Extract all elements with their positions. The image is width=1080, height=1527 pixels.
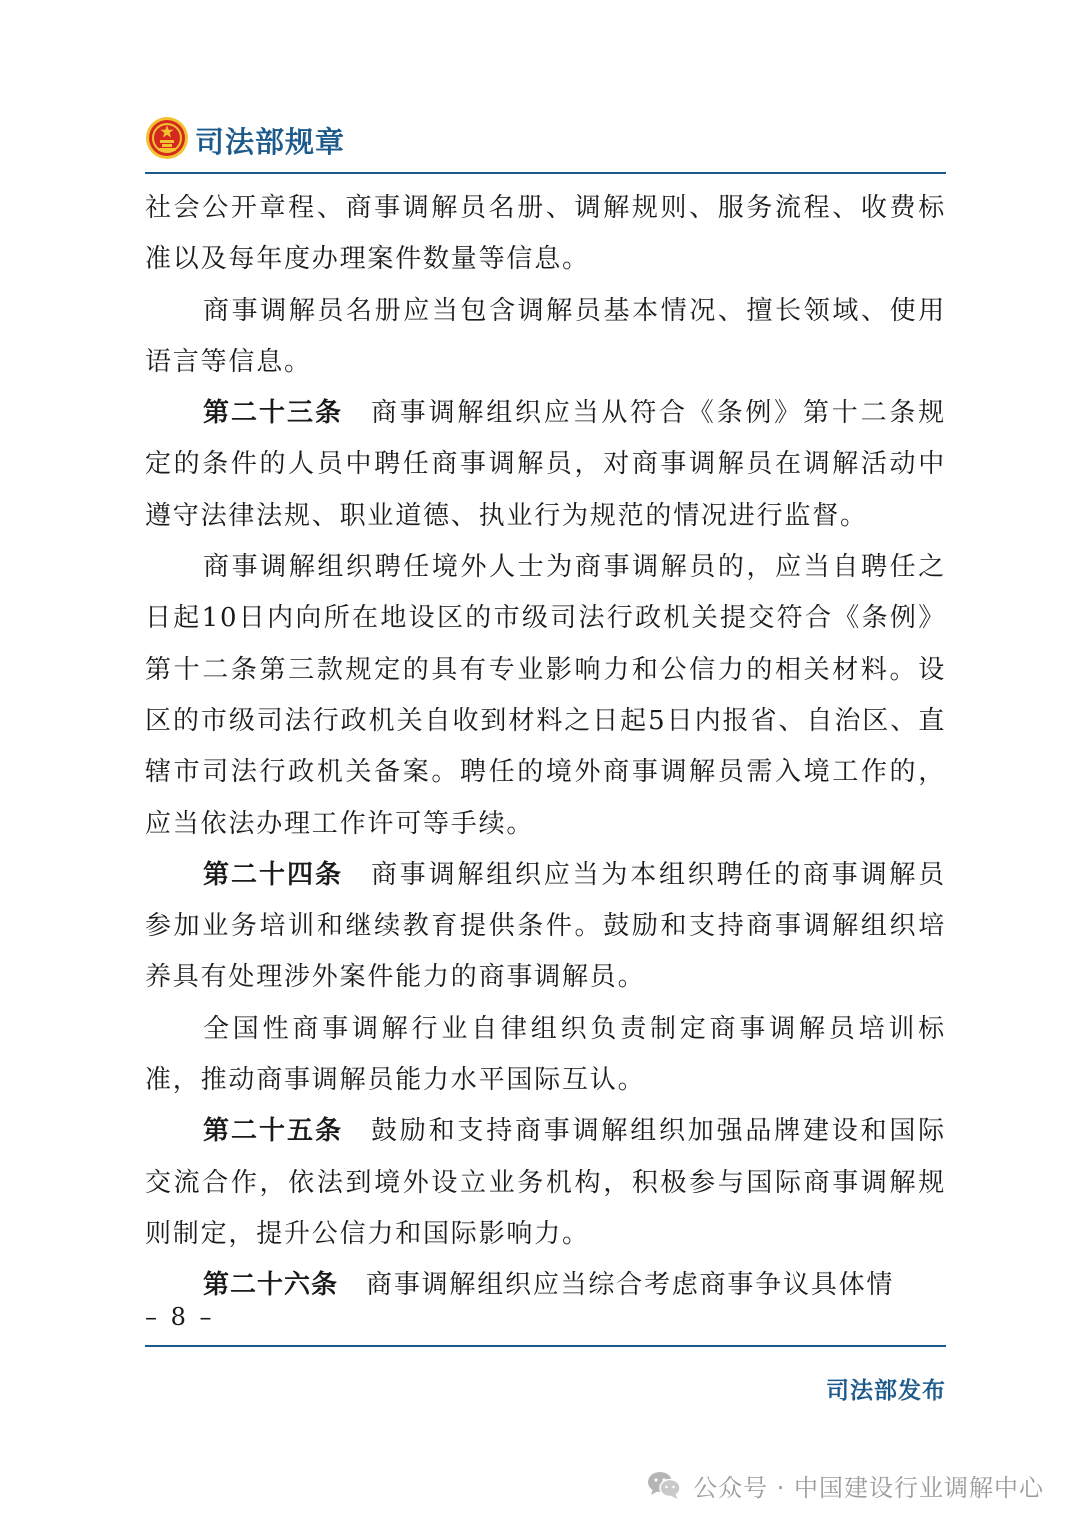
article-number: 第二十五条 [203,1116,343,1147]
article-paragraph [145,388,946,542]
paragraph-text: 商事调解组织应当从符合《条例》第十二条规定的条件的人员中聘任商事调解员，对商事调解员在调解活动中遵守法律法规、职业道德、执业行为规范的情况进行监督。 [145,398,946,531]
page-number: – 8 – [145,1303,215,1331]
paragraph-text: 全国性商事调解行业自律组织负责制定商事调解员培训标准，推动商事调解员能力水平国际互认。 [145,1013,946,1096]
article-paragraph [145,1260,946,1311]
wechat-icon [647,1470,681,1500]
article-number: 第二十六条 [203,1270,339,1301]
footer-publisher: 司法部发布 [826,1378,946,1404]
document-body [145,183,946,1312]
paragraph-text: 鼓励和支持商事调解组织加强品牌建设和国际交流合作，依法到境外设立业务机构，积极参与国际商事调解规则制定，提升公信力和国际影响力。 [145,1116,946,1249]
paragraph-text: 商事调解员名册应当包含调解员基本情况、擅长领域、使用语言等信息。 [145,295,946,377]
document-header [145,108,945,170]
paragraph [145,286,946,389]
national-emblem-icon [145,116,189,160]
article-paragraph [145,850,946,1004]
header-divider [145,172,946,174]
watermark [647,1465,1044,1505]
paragraph-text: 商事调解组织应当综合考虑商事争议具体情 [366,1270,895,1301]
watermark-text: 公众号 · 中国建设行业调解中心 [693,1473,1044,1502]
article-number: 第二十四条 [203,859,343,890]
paragraph [145,183,946,286]
paragraph [145,1004,946,1107]
article-number: 第二十三条 [203,398,343,429]
paragraph [145,542,946,850]
paragraph-text: 商事调解组织聘任境外人士为商事调解员的，应当自聘任之日起10日内向所在地设区的市级司法行政机关提交符合《条例》第十二条第三款规定的具有专业影响力和公信力的相关材料。设区的市级司法行政机关自收到材料之日起5日内报省、自治区、直辖市司法行政机关备案。聘任的境外商事调解员需入境工作的，应当依法办理工作许可等手续。 [145,552,946,839]
paragraph-text: 社会公开章程、商事调解员名册、调解规则、服务流程、收费标准以及每年度办理案件数量等信息。 [145,193,946,275]
header-title: 司法部规章 [195,125,346,159]
article-paragraph [145,1106,946,1260]
paragraph-text: 商事调解组织应当为本组织聘任的商事调解员参加业务培训和继续教育提供条件。鼓励和支持商事调解组织培养具有处理涉外案件能力的商事调解员。 [145,859,946,993]
footer-divider [145,1345,946,1347]
